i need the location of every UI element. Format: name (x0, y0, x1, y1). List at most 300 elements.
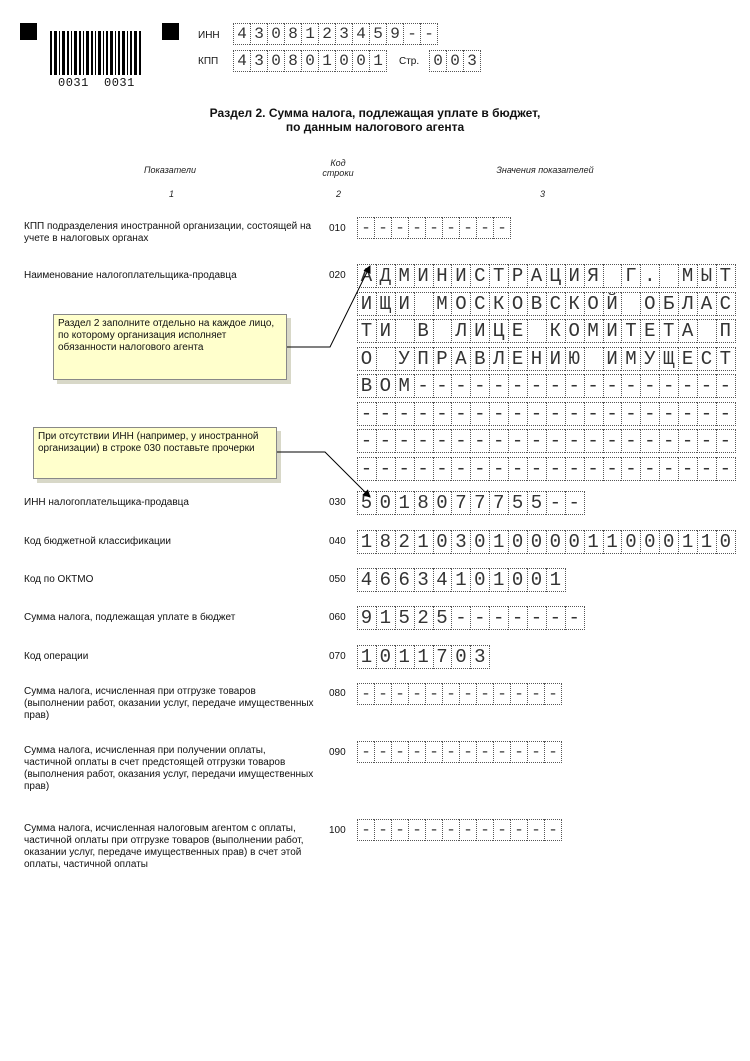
row-080-cell[interactable]: - (391, 683, 408, 705)
row-090-cell[interactable]: - (510, 741, 527, 763)
row-100-cell[interactable]: - (442, 819, 459, 841)
row-020-cell[interactable]: - (489, 457, 508, 481)
row-020-cell[interactable]: - (697, 457, 716, 481)
row-020-cell[interactable]: - (451, 374, 470, 398)
row-020-cell[interactable]: О (376, 374, 395, 398)
page-label: Стр. (399, 56, 420, 67)
row-010-cell[interactable]: - (425, 217, 442, 239)
row-020-cell[interactable]: - (527, 457, 546, 481)
row-020-cell[interactable]: - (716, 374, 736, 398)
row-020-cell[interactable]: - (508, 402, 527, 426)
row-020-cell[interactable]: - (584, 457, 603, 481)
row-020-cell[interactable]: Л (678, 292, 697, 316)
row-020-cell[interactable]: Е (508, 319, 527, 343)
row-050-cell[interactable]: 3 (414, 568, 433, 592)
row-020-cell[interactable]: - (489, 402, 508, 426)
row-020-cell[interactable]: У (640, 347, 659, 371)
row-020-cell[interactable]: Е (678, 347, 697, 371)
row-020-cell[interactable]: - (678, 374, 697, 398)
row-100-cell[interactable]: - (357, 819, 374, 841)
row-020-cell[interactable]: Р (508, 264, 527, 288)
row-020-cell[interactable]: А (451, 347, 470, 371)
kpp-cell[interactable]: 0 (352, 50, 369, 72)
row-020-cell[interactable]: - (395, 457, 414, 481)
row-020-cell[interactable]: - (565, 374, 584, 398)
row-080-cell[interactable]: - (493, 683, 510, 705)
row-020-cell[interactable]: И (565, 264, 584, 288)
row-040-cell[interactable]: 1 (584, 530, 603, 554)
row-020-cell[interactable]: Р (433, 347, 452, 371)
row-020-cell[interactable]: . (640, 264, 659, 288)
row-020-cell[interactable]: - (584, 429, 603, 453)
kpp-cell[interactable]: 0 (267, 50, 284, 72)
note-missing-inn: При отсутствии ИНН (например, у иностранной организации) в строке 030 поставьте прочерки (33, 427, 277, 479)
row-030-cell[interactable]: 8 (414, 491, 433, 515)
row-020-cell[interactable]: П (414, 347, 433, 371)
section-title-line-2: по данным налогового агента (285, 120, 465, 134)
row-060-cell[interactable]: - (508, 606, 527, 630)
row-020-cell[interactable]: - (716, 429, 736, 453)
row-020-cell[interactable]: Н (433, 264, 452, 288)
row-020-cell[interactable]: - (546, 429, 565, 453)
row-020-cell[interactable]: - (470, 402, 489, 426)
note-section-2: Раздел 2 заполните отдельно на каждое лицо, по которому организация исполняет обязанности налогового агента (53, 314, 287, 380)
row-020-cell[interactable]: - (621, 402, 640, 426)
row-020-cell[interactable]: - (433, 429, 452, 453)
row-020-cell[interactable]: - (716, 402, 736, 426)
row-020-cell[interactable]: М (395, 264, 414, 288)
row-020-cell[interactable]: С (470, 264, 489, 288)
row-010-cell[interactable]: - (391, 217, 408, 239)
kpp-cell[interactable]: 4 (233, 50, 250, 72)
row-080-cell[interactable]: - (442, 683, 459, 705)
row-090-cell[interactable]: - (476, 741, 493, 763)
row-060-cell[interactable]: 5 (395, 606, 414, 630)
row-050-cell[interactable]: 6 (376, 568, 395, 592)
row-030-cell[interactable]: 7 (489, 491, 508, 515)
row-090-cell[interactable]: - (357, 741, 374, 763)
row-090-cell[interactable]: - (391, 741, 408, 763)
row-030-cell[interactable]: 5 (508, 491, 527, 515)
row-020-cell[interactable]: - (697, 402, 716, 426)
row-040-cell[interactable]: 1 (697, 530, 716, 554)
row-080-cell[interactable]: - (527, 683, 544, 705)
row-020-cell[interactable]: - (414, 374, 433, 398)
row-100-cell[interactable]: - (408, 819, 425, 841)
row-020-cell[interactable]: Т (357, 319, 376, 343)
row-020-cell[interactable]: - (603, 374, 622, 398)
row-050-cell[interactable]: 4 (433, 568, 452, 592)
row-020-cell[interactable]: Т (716, 347, 736, 371)
row-050-cell[interactable]: 1 (489, 568, 508, 592)
row-020-cell[interactable]: М (395, 374, 414, 398)
row-020-cell[interactable]: И (395, 292, 414, 316)
row-060-cell[interactable]: 1 (376, 606, 395, 630)
row-020-cell[interactable]: - (433, 402, 452, 426)
row-020-cell[interactable]: Н (527, 347, 546, 371)
inn-cell[interactable]: 0 (267, 23, 284, 45)
row-020-cell[interactable]: - (376, 429, 395, 453)
row-020-cell[interactable]: Б (659, 292, 678, 316)
row-070-cell[interactable]: 1 (414, 645, 433, 669)
inn-cell[interactable]: 3 (250, 23, 267, 45)
row-090-label: Сумма налога, исчисленная при получении оплаты, частичной оплаты в счет предстоящей отгрузки товаров (выполнения работ, оказания услуг, передачи имущественных прав) (24, 745, 314, 792)
row-020-cell[interactable]: У (395, 347, 414, 371)
row-020-cell[interactable]: Г (621, 264, 640, 288)
row-020-cell[interactable]: М (584, 319, 603, 343)
row-010-cell[interactable]: - (408, 217, 425, 239)
row-100-label: Сумма налога, исчисленная налоговым агентом с оплаты, частичной оплаты при отгрузке товаров (выполнении работ, оказании услуг, передаче имущественных прав) в счет этой оплаты, частичной оплаты (24, 823, 304, 870)
row-020-cell[interactable]: А (697, 292, 716, 316)
row-100-cell[interactable]: - (391, 819, 408, 841)
row-060-cell[interactable]: 5 (433, 606, 452, 630)
row-030-cell[interactable]: 0 (433, 491, 452, 515)
row-090-cell[interactable]: - (544, 741, 562, 763)
row-040-cell[interactable]: 1 (414, 530, 433, 554)
row-070-cell[interactable]: 1 (357, 645, 376, 669)
page-cell[interactable]: 0 (446, 50, 463, 72)
row-090-cell[interactable]: - (493, 741, 510, 763)
row-050-cell[interactable]: 0 (470, 568, 489, 592)
row-040-cell[interactable]: 0 (508, 530, 527, 554)
row-020-cell[interactable]: - (470, 457, 489, 481)
row-020-cell[interactable]: Щ (376, 292, 395, 316)
row-020-cell[interactable]: - (659, 457, 678, 481)
row-100-cell[interactable]: - (493, 819, 510, 841)
row-020-cell[interactable]: - (376, 457, 395, 481)
row-020-cell[interactable]: - (603, 402, 622, 426)
row-020-cell[interactable]: Т (659, 319, 678, 343)
row-020-cell[interactable]: - (697, 429, 716, 453)
row-040-cell[interactable]: 0 (621, 530, 640, 554)
row-020-cell[interactable]: - (678, 457, 697, 481)
row-020-cell[interactable]: Ц (546, 264, 565, 288)
row-090-cell[interactable]: - (442, 741, 459, 763)
row-020-cell[interactable]: Л (451, 319, 470, 343)
row-030-cell[interactable]: - (546, 491, 565, 515)
row-020-cell[interactable]: - (508, 457, 527, 481)
row-090-cell[interactable]: - (374, 741, 391, 763)
row-020-cell[interactable]: Т (489, 264, 508, 288)
row-020-cell[interactable]: Я (584, 264, 603, 288)
row-040-cell[interactable]: 0 (659, 530, 678, 554)
row-020-cell[interactable]: В (470, 347, 489, 371)
row-020-cell[interactable]: Д (376, 264, 395, 288)
row-020-cell[interactable]: - (678, 402, 697, 426)
row-100-cell[interactable]: - (510, 819, 527, 841)
row-070-cell[interactable]: 0 (376, 645, 395, 669)
row-010-cell[interactable]: - (442, 217, 459, 239)
row-060-cell[interactable]: - (489, 606, 508, 630)
row-020-cell[interactable]: - (640, 374, 659, 398)
row-080-cell[interactable]: - (357, 683, 374, 705)
row-020-cell[interactable]: - (640, 457, 659, 481)
row-020-cell[interactable]: - (565, 429, 584, 453)
inn-cell[interactable]: 4 (233, 23, 250, 45)
row-020-cell[interactable]: - (527, 429, 546, 453)
row-020-cell[interactable]: - (584, 402, 603, 426)
inn-cell[interactable]: 3 (335, 23, 352, 45)
row-030-cell[interactable]: 0 (376, 491, 395, 515)
row-020-cell[interactable]: М (678, 264, 697, 288)
kpp-cell[interactable]: 1 (369, 50, 387, 72)
row-020-cell[interactable]: - (621, 457, 640, 481)
inn-cell[interactable]: 5 (369, 23, 386, 45)
row-020-cell[interactable]: И (470, 319, 489, 343)
row-020-cell[interactable]: - (470, 374, 489, 398)
column-header-code-line-1: Код (330, 158, 346, 168)
row-020-cell[interactable]: И (414, 264, 433, 288)
row-020-cell[interactable]: И (376, 319, 395, 343)
row-060-cell[interactable]: - (565, 606, 585, 630)
inn-cell[interactable]: 8 (284, 23, 301, 45)
row-020-cell[interactable]: Е (640, 319, 659, 343)
row-020-cell[interactable]: А (527, 264, 546, 288)
row-020-cell[interactable]: И (603, 319, 622, 343)
kpp-cell[interactable]: 1 (318, 50, 335, 72)
page-cell[interactable]: 0 (429, 50, 446, 72)
row-020-cell[interactable]: М (433, 292, 452, 316)
row-020-cell[interactable]: О (357, 347, 376, 371)
row-030-cell[interactable]: 5 (357, 491, 376, 515)
row-080-cell[interactable]: - (425, 683, 442, 705)
row-020-cell[interactable]: И (603, 347, 622, 371)
row-020-cell[interactable]: В (357, 374, 376, 398)
row-040-cell[interactable]: 1 (678, 530, 697, 554)
row-020-cell[interactable]: - (357, 402, 376, 426)
row-020-cell[interactable]: О (508, 292, 527, 316)
row-020-cell[interactable]: О (640, 292, 659, 316)
row-020-cell[interactable]: - (414, 429, 433, 453)
row-010-cell[interactable]: - (459, 217, 476, 239)
row-020-cell[interactable]: - (678, 429, 697, 453)
row-010-cell[interactable]: - (493, 217, 511, 239)
row-050-cell[interactable]: 4 (357, 568, 376, 592)
row-070-cell[interactable]: 1 (395, 645, 414, 669)
row-100-cell[interactable]: - (425, 819, 442, 841)
row-040-cell[interactable]: 0 (565, 530, 584, 554)
row-020-cell[interactable]: - (433, 457, 452, 481)
row-040-cell[interactable]: 3 (451, 530, 470, 554)
row-020-cell[interactable]: Щ (659, 347, 678, 371)
row-020-cell[interactable]: - (565, 457, 584, 481)
row-020-cell[interactable]: И (546, 347, 565, 371)
row-090-cell[interactable]: - (459, 741, 476, 763)
row-010-cell[interactable]: - (357, 217, 374, 239)
row-020-cell[interactable]: - (621, 429, 640, 453)
row-080-label: Сумма налога, исчисленная при отгрузке товаров (выполнении работ, оказании услуг, передаче имущественных прав) (24, 686, 314, 721)
row-020-cell[interactable]: Т (716, 264, 736, 288)
row-020-cell[interactable]: М (621, 347, 640, 371)
row-020-cell[interactable]: - (659, 429, 678, 453)
row-060-cell[interactable]: - (451, 606, 470, 630)
inn-cell[interactable]: 1 (301, 23, 318, 45)
row-050-cell[interactable]: 0 (508, 568, 527, 592)
row-020-cell[interactable]: С (546, 292, 565, 316)
row-020-cell[interactable]: - (527, 402, 546, 426)
row-020-cell[interactable]: Л (489, 347, 508, 371)
row-010-cell[interactable]: - (476, 217, 493, 239)
row-020-code: 020 (329, 270, 346, 281)
row-020-cell[interactable]: - (527, 374, 546, 398)
row-020-cell[interactable]: - (451, 402, 470, 426)
row-020-cell[interactable]: К (565, 292, 584, 316)
row-040-cell[interactable]: 0 (716, 530, 736, 554)
row-060-cell[interactable]: 9 (357, 606, 376, 630)
row-020-cell[interactable]: - (470, 429, 489, 453)
inn-cell[interactable]: 4 (352, 23, 369, 45)
row-020-cell[interactable]: - (659, 402, 678, 426)
row-020-cell[interactable]: С (697, 347, 716, 371)
row-020-cell[interactable]: - (716, 457, 736, 481)
row-020-cell[interactable]: В (414, 319, 433, 343)
row-020-cell[interactable]: - (357, 429, 376, 453)
kpp-cell[interactable]: 8 (284, 50, 301, 72)
row-020-cell[interactable]: С (716, 292, 736, 316)
kpp-cell[interactable]: 0 (301, 50, 318, 72)
row-020-cell[interactable]: А (678, 319, 697, 343)
row-020-cell[interactable]: П (716, 319, 736, 343)
row-020-cell[interactable]: - (640, 402, 659, 426)
row-100-cell[interactable]: - (476, 819, 493, 841)
inn-cell[interactable]: - (403, 23, 420, 45)
row-040-cell[interactable]: 0 (640, 530, 659, 554)
row-020-cell[interactable]: О (451, 292, 470, 316)
row-020-cell[interactable]: В (527, 292, 546, 316)
row-030-cell[interactable]: 1 (395, 491, 414, 515)
callout-arrow-1 (287, 266, 370, 347)
inn-cell[interactable]: 2 (318, 23, 335, 45)
row-020-cell[interactable]: - (376, 402, 395, 426)
row-050-cell[interactable]: 6 (395, 568, 414, 592)
row-020-cell[interactable]: О (565, 319, 584, 343)
row-100-cell[interactable]: - (374, 819, 391, 841)
row-090-cell[interactable]: - (408, 741, 425, 763)
row-020-cell[interactable]: О (584, 292, 603, 316)
row-080-cell[interactable]: - (408, 683, 425, 705)
barcode-number-1: 0031 (58, 76, 89, 90)
page-cell[interactable]: 3 (463, 50, 481, 72)
row-020-cell[interactable]: Ы (697, 264, 716, 288)
row-020-cell[interactable]: - (546, 402, 565, 426)
row-050-label: Код по ОКТМО (24, 574, 94, 585)
row-040-cell[interactable]: 2 (395, 530, 414, 554)
row-020-cell[interactable]: - (489, 429, 508, 453)
row-020-cell[interactable]: - (546, 457, 565, 481)
row-020-cell[interactable]: Т (621, 319, 640, 343)
row-070-cell[interactable]: 0 (451, 645, 470, 669)
row-020-cell[interactable]: - (603, 457, 622, 481)
row-020-cell[interactable]: К (489, 292, 508, 316)
row-060-cell[interactable]: - (546, 606, 565, 630)
row-020-cell[interactable]: Й (603, 292, 622, 316)
row-020-cell[interactable]: - (433, 374, 452, 398)
row-040-cell[interactable]: 0 (433, 530, 452, 554)
column-number-2: 2 (336, 189, 342, 199)
row-040-cell[interactable]: 1 (603, 530, 622, 554)
row-040-cell[interactable]: 0 (527, 530, 546, 554)
row-020-cell[interactable]: Ю (565, 347, 584, 371)
row-080-cell[interactable]: - (544, 683, 562, 705)
inn-cell[interactable]: - (420, 23, 438, 45)
row-020-cell[interactable]: - (508, 374, 527, 398)
row-050-cell[interactable]: 1 (451, 568, 470, 592)
row-080-cell[interactable]: - (374, 683, 391, 705)
row-020-cell[interactable]: - (621, 374, 640, 398)
column-number-1: 1 (169, 189, 175, 199)
row-020-cell[interactable]: А (357, 264, 376, 288)
row-060-cell[interactable]: - (527, 606, 546, 630)
row-020-cell[interactable]: С (470, 292, 489, 316)
row-030-cell[interactable]: 5 (527, 491, 546, 515)
row-020-label: Наименование налогоплательщика-продавца (24, 270, 237, 281)
row-020-cell[interactable]: - (414, 457, 433, 481)
row-030-cell[interactable]: 7 (451, 491, 470, 515)
kpp-cell[interactable]: 3 (250, 50, 267, 72)
row-040-cell[interactable]: 1 (357, 530, 376, 554)
row-090-cell[interactable]: - (527, 741, 544, 763)
row-030-cell[interactable]: - (565, 491, 585, 515)
row-080-cell[interactable]: - (510, 683, 527, 705)
row-020-cell[interactable]: - (697, 374, 716, 398)
row-020-cell[interactable]: Ц (489, 319, 508, 343)
row-020-cell[interactable]: И (357, 292, 376, 316)
row-020-cell[interactable]: - (357, 457, 376, 481)
row-020-cell[interactable]: - (640, 429, 659, 453)
row-020-cell[interactable]: - (395, 429, 414, 453)
row-080-cell[interactable]: - (476, 683, 493, 705)
row-020-cell[interactable]: И (451, 264, 470, 288)
row-070-label: Код операции (24, 651, 89, 662)
kpp-cell[interactable]: 0 (335, 50, 352, 72)
row-040-cell[interactable]: 0 (470, 530, 489, 554)
row-020-cell[interactable]: - (489, 374, 508, 398)
row-020-cell[interactable]: - (565, 402, 584, 426)
row-010-code: 010 (329, 223, 346, 234)
row-040-cell[interactable]: 1 (489, 530, 508, 554)
row-020-cell[interactable]: Е (508, 347, 527, 371)
row-030-cell[interactable]: 7 (470, 491, 489, 515)
row-040-cell[interactable]: 0 (546, 530, 565, 554)
inn-label: ИНН (198, 30, 220, 41)
row-020-cell[interactable]: - (395, 402, 414, 426)
row-020-cell[interactable]: - (451, 429, 470, 453)
row-020-cell[interactable]: - (546, 374, 565, 398)
row-010-cell[interactable]: - (374, 217, 391, 239)
row-050-cell[interactable]: 0 (527, 568, 546, 592)
row-100-cell[interactable]: - (544, 819, 562, 841)
row-020-cell[interactable]: - (508, 429, 527, 453)
row-100-cell[interactable]: - (459, 819, 476, 841)
row-090-code: 090 (329, 747, 346, 758)
row-070-cell[interactable]: 3 (470, 645, 490, 669)
row-020-cell[interactable]: - (659, 374, 678, 398)
row-020-cell[interactable]: - (414, 402, 433, 426)
row-020-cell[interactable]: К (546, 319, 565, 343)
row-060-cell[interactable]: - (470, 606, 489, 630)
row-100-cell[interactable]: - (527, 819, 544, 841)
row-080-cell[interactable]: - (459, 683, 476, 705)
row-040-cell[interactable]: 8 (376, 530, 395, 554)
row-020-cell[interactable]: - (451, 457, 470, 481)
row-070-cell[interactable]: 7 (433, 645, 452, 669)
inn-cell[interactable]: 9 (386, 23, 403, 45)
row-060-cell[interactable]: 2 (414, 606, 433, 630)
row-090-cell[interactable]: - (425, 741, 442, 763)
row-050-cell[interactable]: 1 (546, 568, 566, 592)
row-020-cell[interactable]: - (584, 374, 603, 398)
row-020-cell[interactable]: - (603, 429, 622, 453)
